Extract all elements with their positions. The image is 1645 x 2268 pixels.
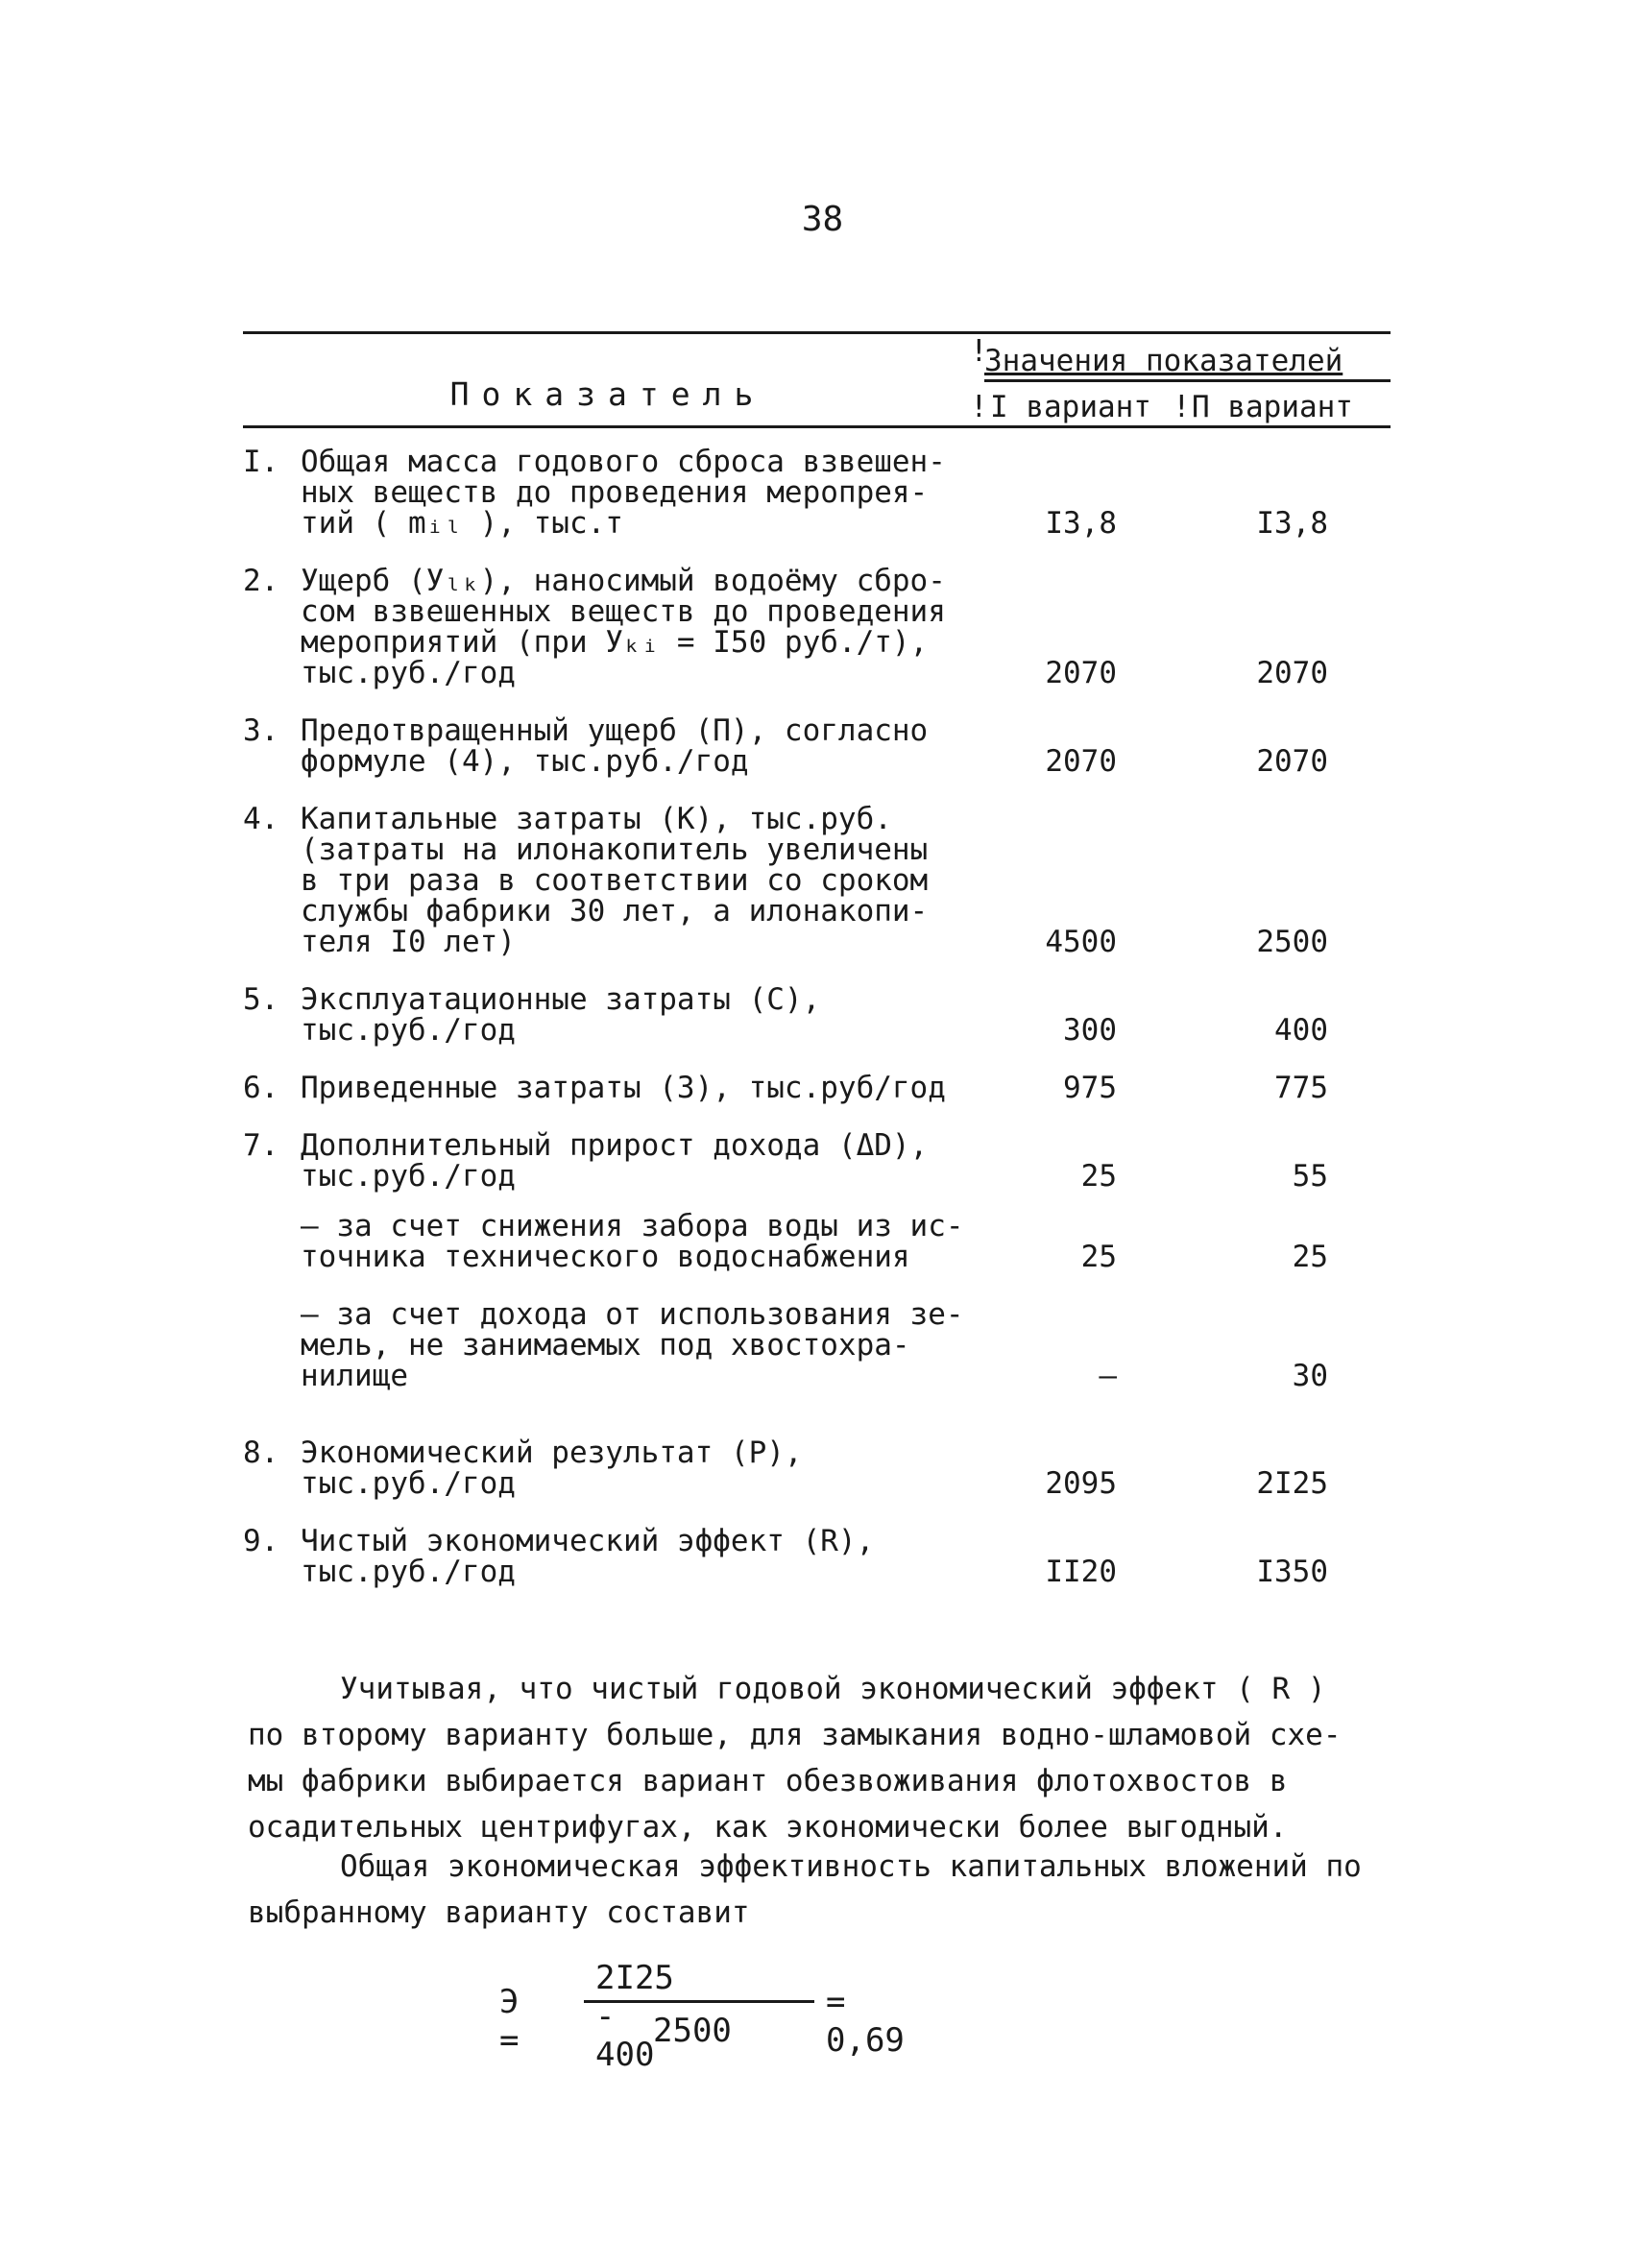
row-label: Дополнительный прирост дохода (ΔD), тыс.руб./год xyxy=(301,1128,929,1194)
row-label: Чистый экономический эффект (R), тыс.руб./год xyxy=(301,1524,875,1589)
header-separator-v2: ! xyxy=(1173,390,1191,424)
row-value-variant-1: 975 xyxy=(1063,1071,1117,1105)
row-value-variant-2: 30 xyxy=(1292,1359,1328,1393)
header-variant-2: П вариант xyxy=(1192,390,1353,424)
formula-numerator: 2I25 - 400 xyxy=(595,1959,674,2074)
row-number xyxy=(243,1211,301,1272)
row-value-variant-1: 300 xyxy=(1063,1013,1117,1048)
row-number: 7. xyxy=(243,1128,279,1163)
row-value-variant-2: 2500 xyxy=(1256,925,1328,959)
table-row xyxy=(243,984,1391,1046)
row-number: 9. xyxy=(243,1524,279,1558)
row-value-variant-1: II20 xyxy=(1045,1555,1117,1589)
row-value-variant-1: 25 xyxy=(1080,1159,1117,1194)
page-number: 38 xyxy=(801,200,844,239)
row-value-variant-1: 2095 xyxy=(1045,1466,1117,1501)
table-row xyxy=(243,804,1391,957)
formula-denominator: 2500 xyxy=(653,2012,732,2050)
row-number: 2. xyxy=(243,564,279,598)
header-indicator: Показатель xyxy=(449,375,766,413)
row-label: Общая масса годового сброса взвешен- ных веществ до проведения меропрея- тий ( mᵢₗ ), тыс.т xyxy=(301,445,946,541)
row-number: I. xyxy=(243,445,279,479)
conclusion-paragraph: Учитывая, что чистый годовой экономический эффект ( R ) по второму варианту больше, для замыкания водно-шламовой схе- мы фабрики выбирается вариант обезвоживания флотохвостов в осадительных центрифугах, как экономически более выгодный. xyxy=(248,1672,1342,1845)
header-bottom-rule xyxy=(243,425,1391,428)
efficiency-paragraph: Общая экономическая эффективность капитальных вложений по выбранному варианту составит xyxy=(248,1849,1362,1930)
table-row xyxy=(243,1130,1391,1192)
row-number: 8. xyxy=(243,1436,279,1470)
header-mid-rule xyxy=(984,379,1391,382)
table-row xyxy=(243,1526,1391,1587)
row-label: – за счет дохода от использования зе- мель, не занимаемых под хвостохра- нилище xyxy=(301,1297,964,1393)
row-label: Предотвращенный ущерб (П), согласно формуле (4), тыс.руб./год xyxy=(301,713,929,779)
header-variant-1: I вариант xyxy=(990,390,1151,424)
row-value-variant-2: 400 xyxy=(1274,1013,1328,1048)
table-row xyxy=(243,715,1391,777)
row-label: Экономический результат (Р), тыс.руб./год xyxy=(301,1436,803,1501)
row-label: Эксплуатационные затраты (С), тыс.руб./год xyxy=(301,982,821,1048)
row-number xyxy=(243,1299,301,1391)
row-value-variant-1: 4500 xyxy=(1045,925,1117,959)
row-number: 4. xyxy=(243,802,279,836)
row-value-variant-2: 775 xyxy=(1274,1071,1328,1105)
table-rows xyxy=(243,446,1391,1614)
row-number: 3. xyxy=(243,713,279,748)
row-value-variant-2: 2070 xyxy=(1256,744,1328,779)
row-value-variant-2: 55 xyxy=(1292,1159,1328,1194)
formula-lhs: Э = xyxy=(499,1983,520,2060)
row-label: Ущерб (Уₗₖ), наносимый водоёму сбро- сом взвешенных веществ до проведения мероприятий (при Уₖᵢ = I50 руб./т), тыс.руб./год xyxy=(301,564,946,690)
row-value-variant-1: 25 xyxy=(1080,1240,1117,1274)
row-value-variant-1: 2070 xyxy=(1045,744,1117,779)
table-row xyxy=(243,1437,1391,1499)
header-separator: ! xyxy=(970,334,988,369)
row-value-variant-2: I350 xyxy=(1256,1555,1328,1589)
table-row xyxy=(243,566,1391,688)
row-label: Приведенные затраты (З), тыс.руб/год xyxy=(301,1071,946,1105)
row-label: Капитальные затраты (К), тыс.руб. (затраты на илонакопитель увеличены в три раза в соответствии со сроком службы фабрики 30 лет, а илонакопи- теля I0 лет) xyxy=(301,802,929,959)
row-number: 5. xyxy=(243,982,279,1017)
row-value-variant-2: 25 xyxy=(1292,1240,1328,1274)
table-top-rule xyxy=(243,331,1391,334)
row-value-variant-2: 2070 xyxy=(1256,656,1328,690)
table-subrow xyxy=(243,1299,1391,1391)
table-subrow xyxy=(243,1211,1391,1272)
header-values: Значения показателей xyxy=(984,344,1343,378)
row-value-variant-1: I3,8 xyxy=(1045,506,1117,541)
header-separator-v1: ! xyxy=(970,390,988,424)
row-value-variant-2: I3,8 xyxy=(1256,506,1328,541)
formula-rhs: = 0,69 xyxy=(826,1983,905,2060)
row-value-variant-1: 2070 xyxy=(1045,656,1117,690)
fraction-bar xyxy=(584,2000,814,2003)
row-number: 6. xyxy=(243,1071,279,1105)
table-row xyxy=(243,1073,1391,1103)
row-value-variant-1: – xyxy=(1099,1359,1117,1393)
row-value-variant-2: 2I25 xyxy=(1256,1466,1328,1501)
row-label: – за счет снижения забора воды из ис- точника технического водоснабжения xyxy=(301,1209,964,1274)
table-row xyxy=(243,446,1391,539)
